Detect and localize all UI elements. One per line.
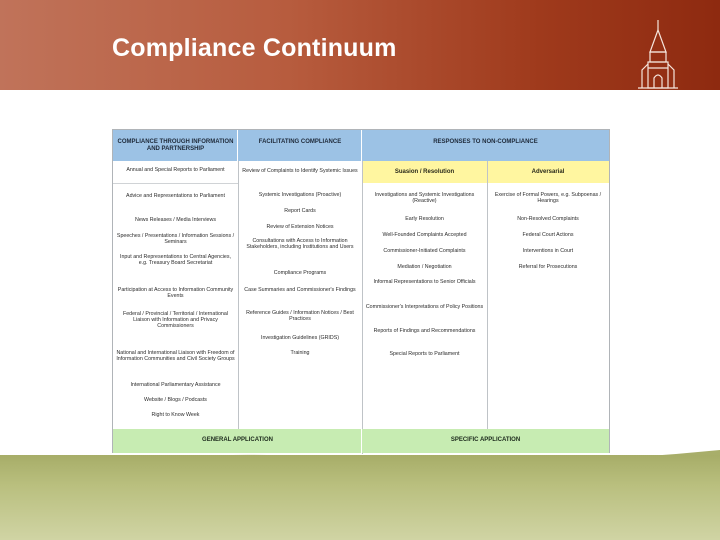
list-item: Review of Extension Notices: [266, 224, 334, 230]
list-item: Investigations and Systemic Investigations (Reactive): [374, 192, 475, 205]
list-item: Case Summaries and Commissioner's Findings: [244, 287, 356, 293]
list-item: Federal / Provincial / Territorial / International Liaison with Information and Privacy Commissioners: [122, 311, 228, 330]
list-item: Compliance Programs: [273, 270, 327, 276]
list-item: Federal Court Actions: [522, 232, 574, 238]
list-item: Reference Guides / Information Notices / Best Practices: [246, 310, 354, 323]
list-item: International Parliamentary Assistance: [130, 382, 221, 388]
list-item: Well-Founded Complaints Accepted: [382, 232, 467, 238]
list-item: Annual and Special Reports to Parliament: [126, 167, 225, 173]
divider: [362, 161, 363, 454]
header-responses: RESPONSES TO NON-COMPLIANCE: [362, 130, 609, 161]
list-item: Training: [290, 350, 310, 356]
list-item: Participation at Access to Information Community Events: [117, 287, 234, 300]
list-item: News Releases / Media Interviews: [135, 217, 216, 223]
list-item: Commissioner's Interpretations of Policy Positions: [365, 304, 484, 310]
header-compliance-info: COMPLIANCE THROUGH INFORMATION AND PARTNERSHIP: [113, 130, 238, 161]
specific-application-bar: SPECIFIC APPLICATION: [362, 429, 609, 453]
list-item: Referral for Prosecutions: [518, 264, 578, 270]
slide-footer: [0, 455, 720, 540]
divider: [113, 183, 238, 184]
tower-logo-icon: [636, 18, 680, 90]
header-facilitating: FACILITATING COMPLIANCE: [238, 130, 362, 161]
list-item: Right to Know Week: [151, 412, 200, 418]
list-item: Systemic Investigations (Proactive): [258, 192, 342, 198]
general-application-bar: GENERAL APPLICATION: [113, 429, 362, 453]
subheader-adversarial: Adversarial: [487, 161, 609, 183]
list-item: Speeches / Presentations / Information Sessions / Seminars: [116, 233, 235, 246]
slide-title: Compliance Continuum: [112, 34, 397, 62]
list-item: Investigation Guidelines (GRIDS): [260, 335, 339, 341]
list-item: Special Reports to Parliament: [389, 351, 460, 357]
compliance-table: [112, 129, 610, 453]
list-item: National and International Liaison with Freedom of Information Communities and Civil Society Groups: [116, 350, 235, 363]
list-item: Reports of Findings and Recommendations: [373, 328, 476, 334]
list-item: Website / Blogs / Podcasts: [144, 397, 207, 403]
list-item: Advice and Representations to Parliament: [126, 193, 225, 199]
list-item: Informal Representations to Senior Officials: [373, 279, 476, 285]
list-item: Input and Representations to Central Agencies, e.g. Treasury Board Secretariat: [119, 254, 231, 267]
divider: [487, 161, 488, 429]
list-item: Consultations with Access to Information Stakeholders, including Institutions and Users: [246, 238, 354, 251]
list-item: Exercise of Formal Powers, e.g. Subpoenas / Hearings: [494, 192, 602, 205]
list-item: Non-Resolved Complaints: [517, 216, 579, 222]
list-item: Interventions in Court: [522, 248, 574, 254]
list-item: Early Resolution: [405, 216, 444, 222]
list-item: Commissioner-Initiated Complaints: [383, 248, 466, 254]
list-item: Mediation / Negotiation: [397, 264, 452, 270]
subheader-resolution: Suasion / Resolution: [362, 161, 487, 183]
divider: [238, 161, 239, 429]
list-item: Report Cards: [284, 208, 316, 214]
list-item: Review of Complaints to Identify Systemic Issues: [242, 168, 358, 174]
